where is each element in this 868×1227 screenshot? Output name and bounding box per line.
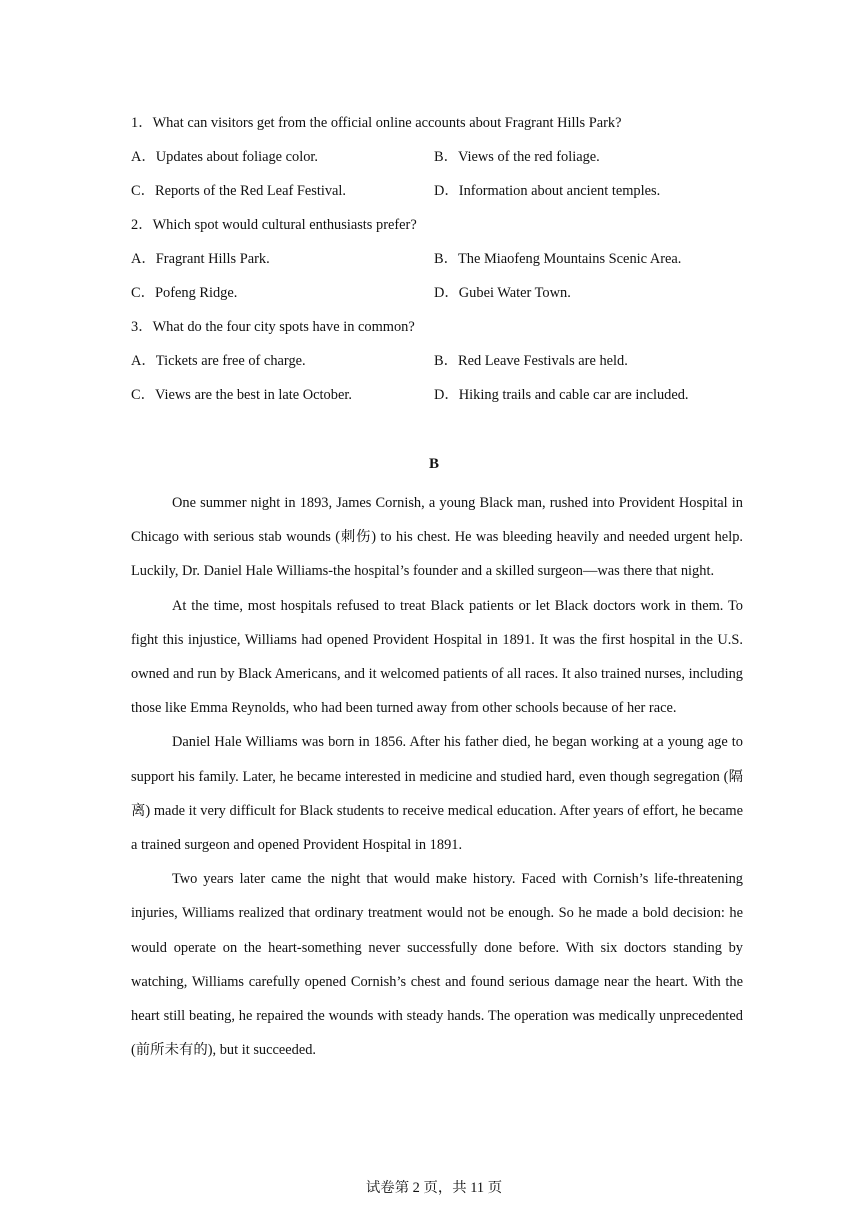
passage-paragraph-3: Daniel Hale Williams was born in 1856. After his father died, he began working at a young age to support his family. Later, he became interested in medicine and studied hard, even though segregation (隔离) made it very difficult for Black students to receive medical education. After years of effort, he became a trained surgeon and opened Provident Hospital in 1891.: [131, 734, 743, 854]
question-2-option-a: A．Fragrant Hills Park.: [131, 251, 270, 267]
reading-passage: [131, 486, 743, 1067]
question-1-options-row-1: [131, 147, 751, 167]
question-2-option-d: D．Gubei Water Town.: [434, 285, 571, 301]
question-1-stem: 1．What can visitors get from the official online accounts about Fragrant Hills Park?: [131, 115, 622, 131]
question-3-options-row-1: [131, 351, 751, 371]
question-1-options-row-2: [131, 181, 751, 201]
section-heading: B: [428, 456, 439, 472]
question-1-option-b: B．Views of the red foliage.: [434, 149, 600, 165]
question-3-option-b: B．Red Leave Festivals are held.: [434, 353, 628, 369]
question-1-option-c: C．Reports of the Red Leaf Festival.: [131, 183, 347, 199]
question-3-options-row-2: [131, 385, 751, 405]
question-2-options-row-1: [131, 249, 751, 269]
question-1-option-d: D．Information about ancient temples.: [434, 183, 661, 199]
question-2-option-c: C．Pofeng Ridge.: [131, 285, 238, 301]
question-2-option-b: B．The Miaofeng Mountains Scenic Area.: [434, 251, 682, 267]
question-1-option-a: A．Updates about foliage color.: [131, 149, 319, 165]
passage-paragraph-2: At the time, most hospitals refused to treat Black patients or let Black doctors work in them. To fight this injustice, Williams had opened Provident Hospital in 1891. It was the first hospital in the U.S. owned and run by Black Americans, and it welcomed patients of all races. It also trained nurses, including those like Emma Reynolds, who had been turned away from other schools because of her race.: [131, 597, 743, 717]
question-2-options-row-2: [131, 283, 751, 303]
page-footer: 试卷第 2 页，共 11 页: [365, 1180, 503, 1196]
passage-paragraph-4: Two years later came the night that would make history. Faced with Cornish’s life-threatening injuries, Williams realized that ordinary treatment would not be enough. So he made a bold decision: he would operate on the heart-something never successfully done before. With six doctors standing by watching, Williams carefully opened Cornish’s chest and found serious damage near the heart. With the heart still beating, he repaired the wounds with steady hands. The operation was medically unprecedented (前所未有的), but it succeeded.: [131, 871, 743, 1059]
question-3-option-c: C．Views are the best in late October.: [131, 387, 352, 403]
question-3-option-d: D．Hiking trails and cable car are included.: [434, 387, 689, 403]
passage-paragraph-1: One summer night in 1893, James Cornish, a young Black man, rushed into Provident Hospital in Chicago with serious stab wounds (刺伤) to his chest. He was bleeding heavily and needed urgent help. Luckily, Dr. Daniel Hale Williams-the hospital’s founder and a skilled surgeon—was there that night.: [131, 495, 743, 580]
question-3-stem: 3．What do the four city spots have in common?: [131, 319, 415, 335]
question-3-option-a: A．Tickets are free of charge.: [131, 353, 306, 369]
question-2-stem: 2．Which spot would cultural enthusiasts prefer?: [131, 217, 417, 233]
